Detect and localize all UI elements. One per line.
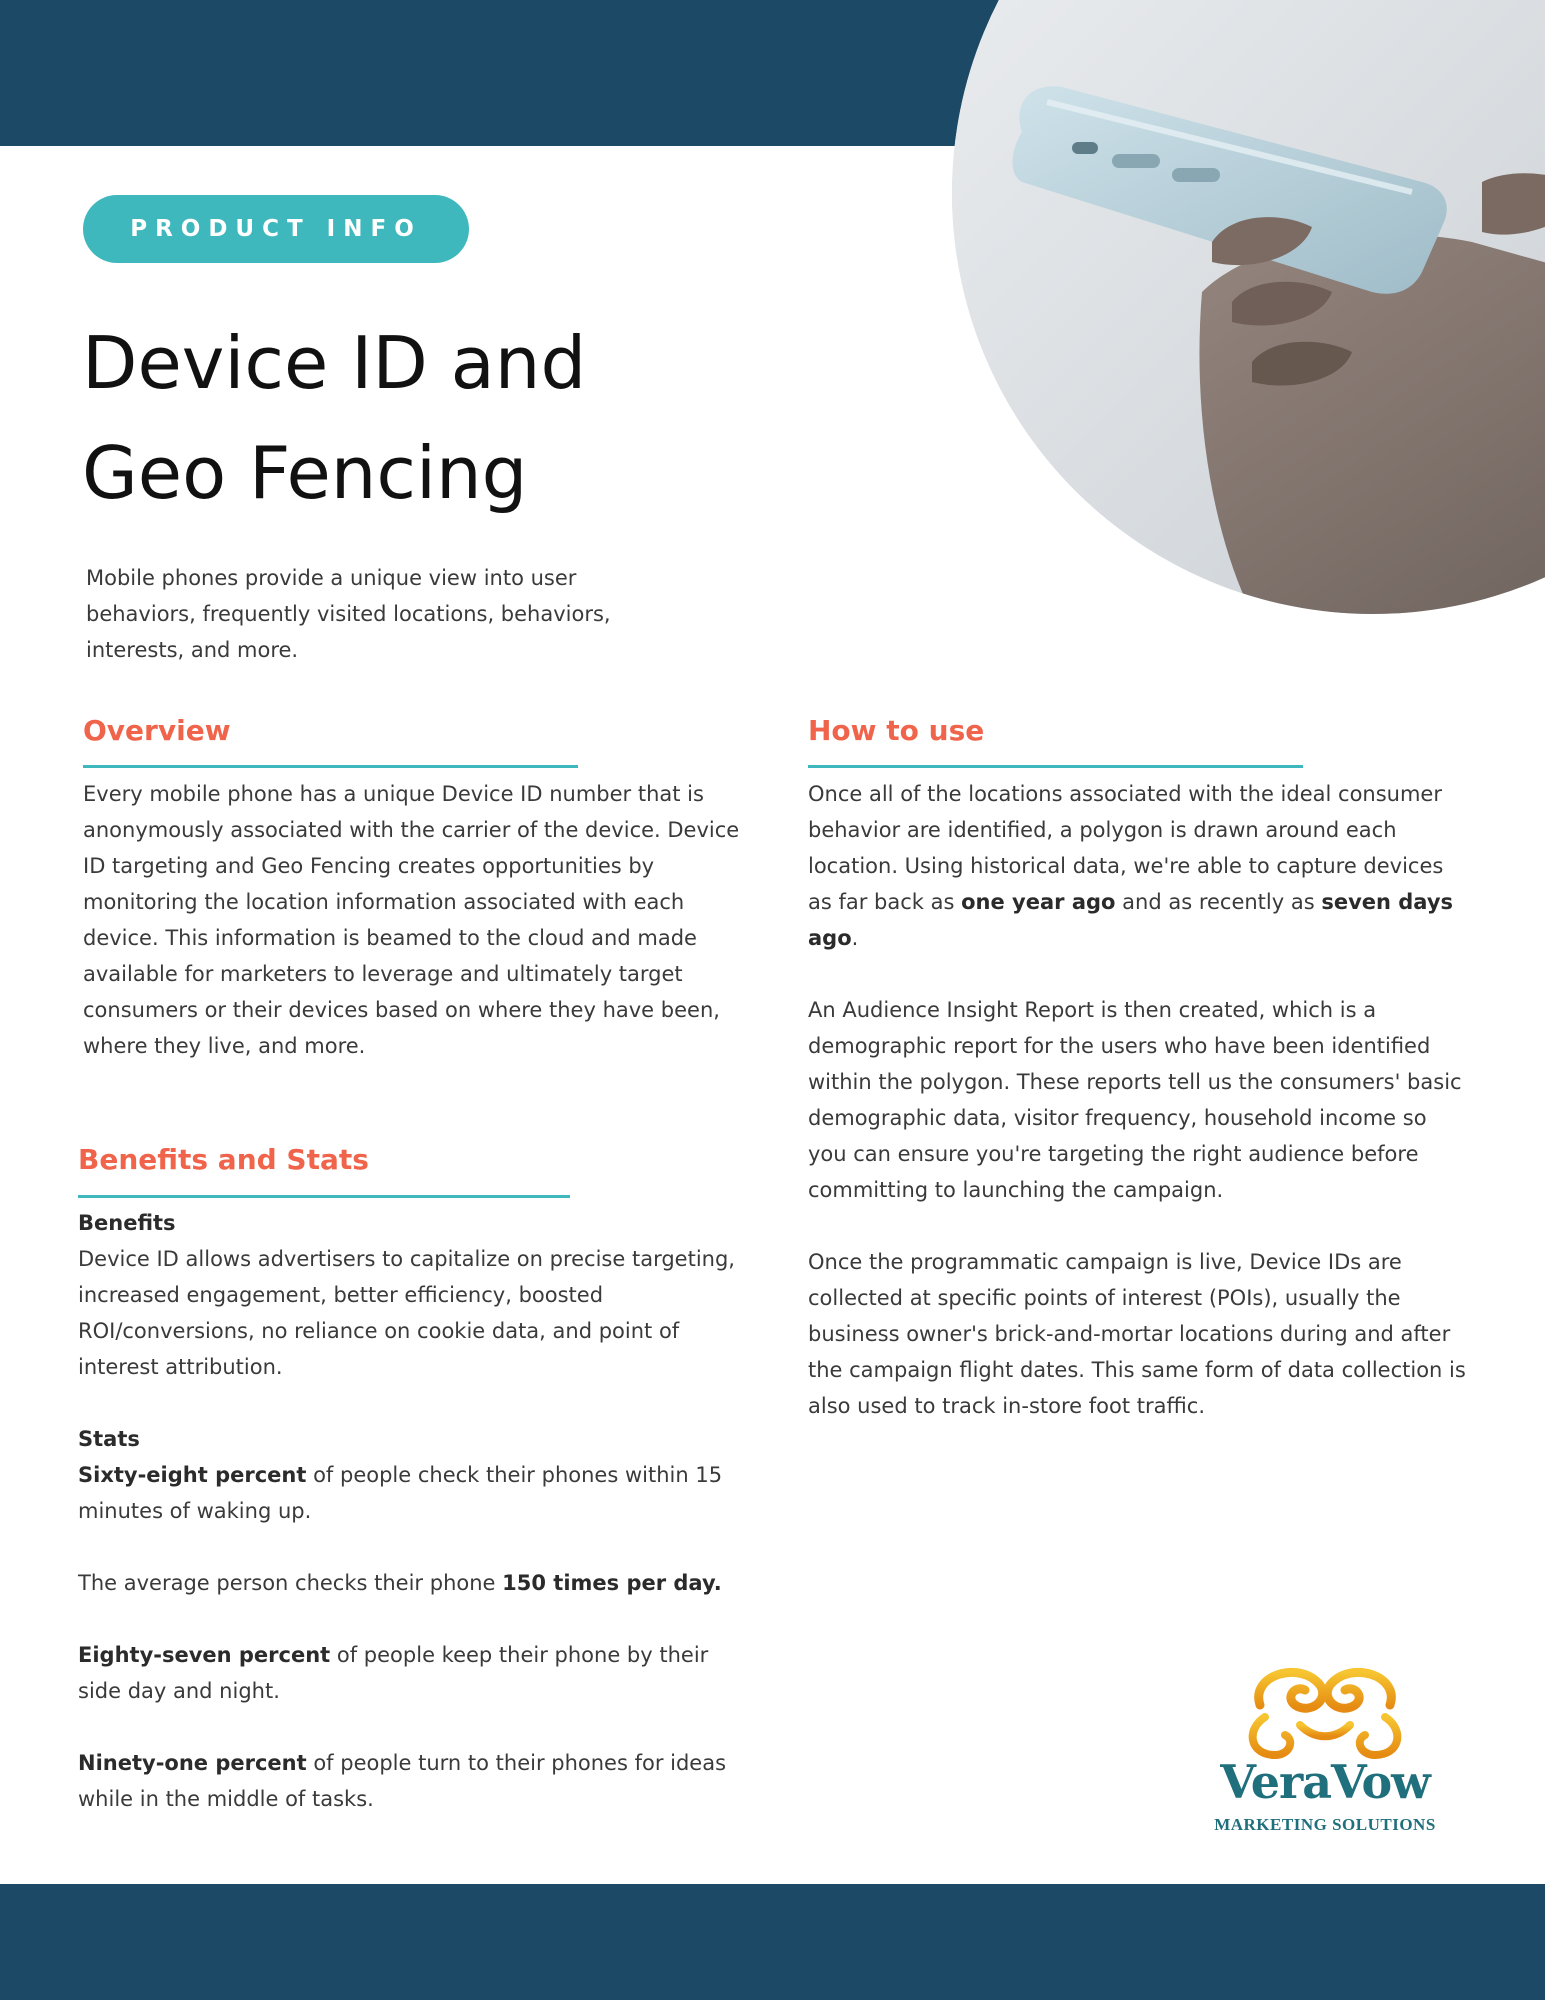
- veravow-logo: [1190, 1655, 1460, 1845]
- stat-item-4: Ninety-one percent of people turn to their phones for ideas while in the middle of tasks.: [78, 1751, 727, 1811]
- how-to-use-paragraph-1: Once all of the locations associated with the ideal consumer behavior are identified, a polygon is drawn around each location. Using historical data, we're able to capture devices as far back as one year ago and as recently as seven days ago.: [808, 782, 1454, 950]
- title-line-1: Device ID and: [82, 321, 587, 405]
- overview-rule: [83, 765, 578, 768]
- veravow-swirl-logo: [1190, 1655, 1460, 1765]
- page-title: [82, 308, 802, 528]
- benefits-label: Benefits: [78, 1211, 176, 1235]
- logo-wordmark: VeraVow: [1220, 1755, 1430, 1809]
- how-to-use-heading: How to use: [808, 714, 985, 747]
- how-to-use-paragraph-3: Once the programmatic campaign is live, Device IDs are collected at specific points of interest (POIs), usually the business owner's brick-and-mortar locations during and after the campaign flight dates. This same form of data collection is also used to track in-store foot traffic.: [808, 1250, 1466, 1418]
- benefits-stats-heading: Benefits and Stats: [78, 1143, 369, 1176]
- stat-item-3: Eighty-seven percent of people keep their phone by their side day and night.: [78, 1643, 709, 1703]
- benefits-stats-body: [78, 1205, 750, 1817]
- logo-tagline: MARKETING SOLUTIONS: [1214, 1815, 1436, 1834]
- overview-body: Every mobile phone has a unique Device ID number that is anonymously associated with the carrier of the device. Device ID targeting and Geo Fencing creates opportunities by monitoring the location information associated with each device. This information is beamed to the cloud and made available for marketers to leverage and ultimately target consumers or their devices based on where they have been, where they live, and more.: [83, 782, 740, 1058]
- benefits-stats-rule: [78, 1195, 570, 1198]
- stat-item-1: Sixty-eight percent of people check their phones within 15 minutes of waking up.: [78, 1463, 723, 1523]
- bottom-banner: [0, 1884, 1545, 2000]
- stat-item-2: The average person checks their phone 150 times per day.: [78, 1571, 722, 1595]
- overview-heading: Overview: [83, 714, 231, 747]
- phone-in-hand-photo: [952, 0, 1545, 614]
- intro-text: Mobile phones provide a unique view into user behaviors, frequently visited locations, behaviors, interests, and more.: [86, 566, 611, 662]
- how-to-use-rule: [808, 765, 1303, 768]
- how-to-use-paragraph-2: An Audience Insight Report is then created, which is a demographic report for the users who have been identified within the polygon. These reports tell us the consumers' basic demographic data, visitor frequency, household income so you can ensure you're targeting the right audience before committing to launching the campaign.: [808, 998, 1462, 1202]
- stats-label: Stats: [78, 1427, 140, 1451]
- title-line-2: Geo Fencing: [82, 431, 528, 515]
- benefits-body: Device ID allows advertisers to capitalize on precise targeting, increased engagement, better efficiency, boosted ROI/conversions, no reliance on cookie data, and point of interest attribution.: [78, 1247, 735, 1379]
- how-to-use-body: [808, 776, 1468, 1424]
- product-info-badge: PRODUCT INFO: [83, 195, 469, 263]
